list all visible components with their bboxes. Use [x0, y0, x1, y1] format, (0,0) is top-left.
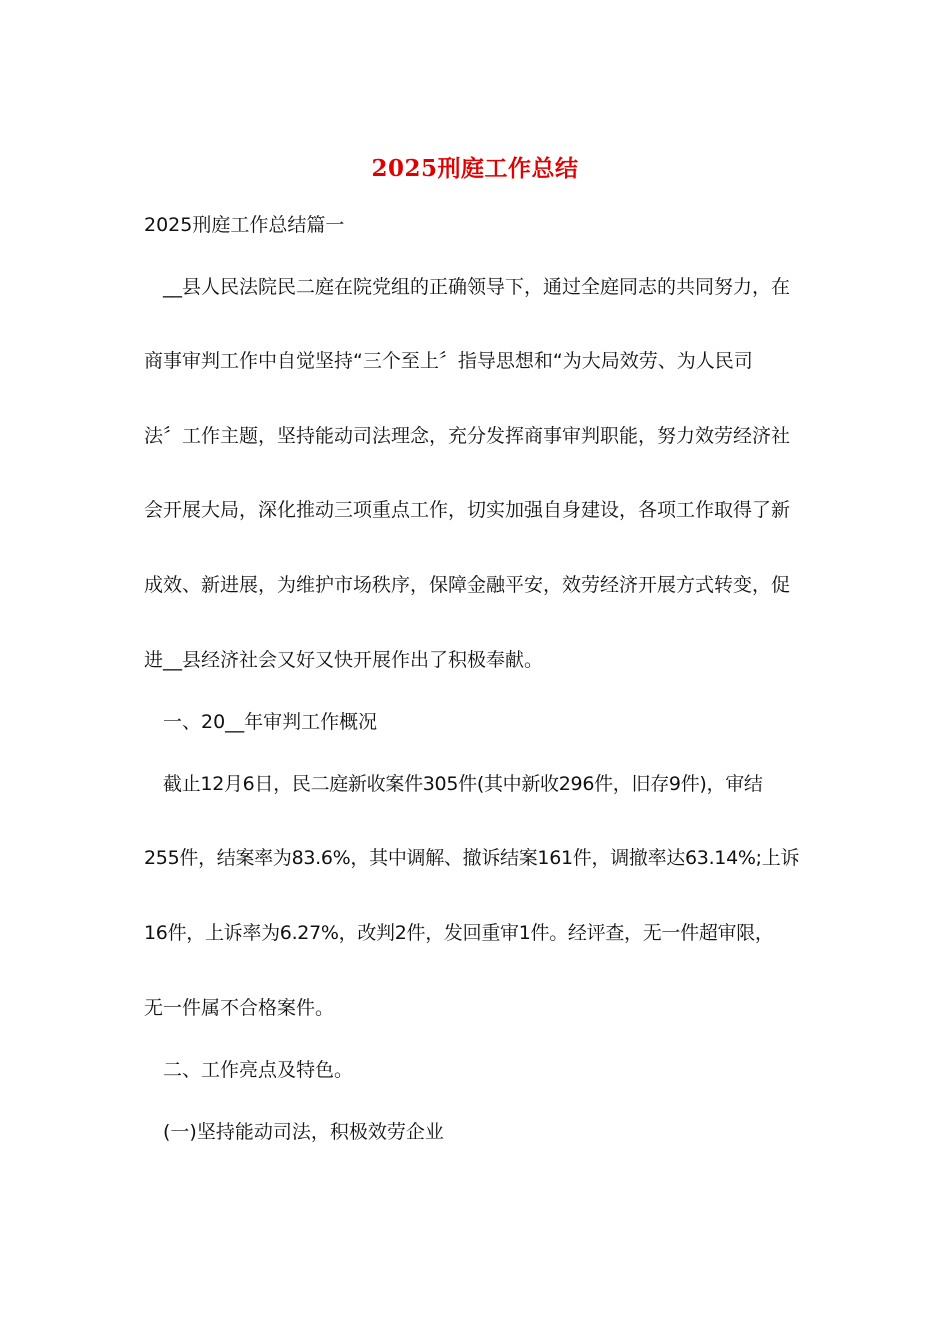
document-subtitle: 2025刑庭工作总结篇一	[144, 214, 345, 236]
subsection-heading: (一)坚持能动司法，积极效劳企业	[163, 1121, 444, 1143]
paragraph-line: 进__县经济社会又好又快开展作出了积极奉献。	[144, 649, 544, 671]
section-heading: 一、20__年审判工作概况	[163, 711, 378, 733]
paragraph-line: 商事审判工作中自觉坚持“三个至上〞指导思想和“为大局效劳、为人民司	[144, 350, 753, 372]
paragraph-line: __县人民法院民二庭在院党组的正确领导下，通过全庭同志的共同努力，在	[163, 276, 791, 298]
paragraph-line: 会开展大局，深化推动三项重点工作，切实加强自身建设，各项工作取得了新	[144, 499, 791, 521]
paragraph-line: 成效、新进展，为维护市场秩序，保障金融平安，效劳经济开展方式转变，促	[144, 574, 791, 596]
paragraph-line: 16件，上诉率为6.27%，改判2件，发回重审1件。经评查，无一件超审限，	[144, 922, 774, 944]
paragraph-line: 255件，结案率为83.6%，其中调解、撤诉结案161件，调撤率达63.14%;上诉	[144, 847, 800, 869]
section-heading: 二、工作亮点及特色。	[163, 1059, 354, 1081]
paragraph-line: 法〞工作主题，坚持能动司法理念，充分发挥商事审判职能，努力效劳经济社	[144, 425, 791, 447]
document-title: 2025刑庭工作总结	[371, 155, 579, 182]
paragraph-line: 截止12月6日，民二庭新收案件305件(其中新收296件，旧存9件)，审结	[163, 773, 763, 795]
paragraph-line: 无一件属不合格案件。	[144, 997, 335, 1019]
